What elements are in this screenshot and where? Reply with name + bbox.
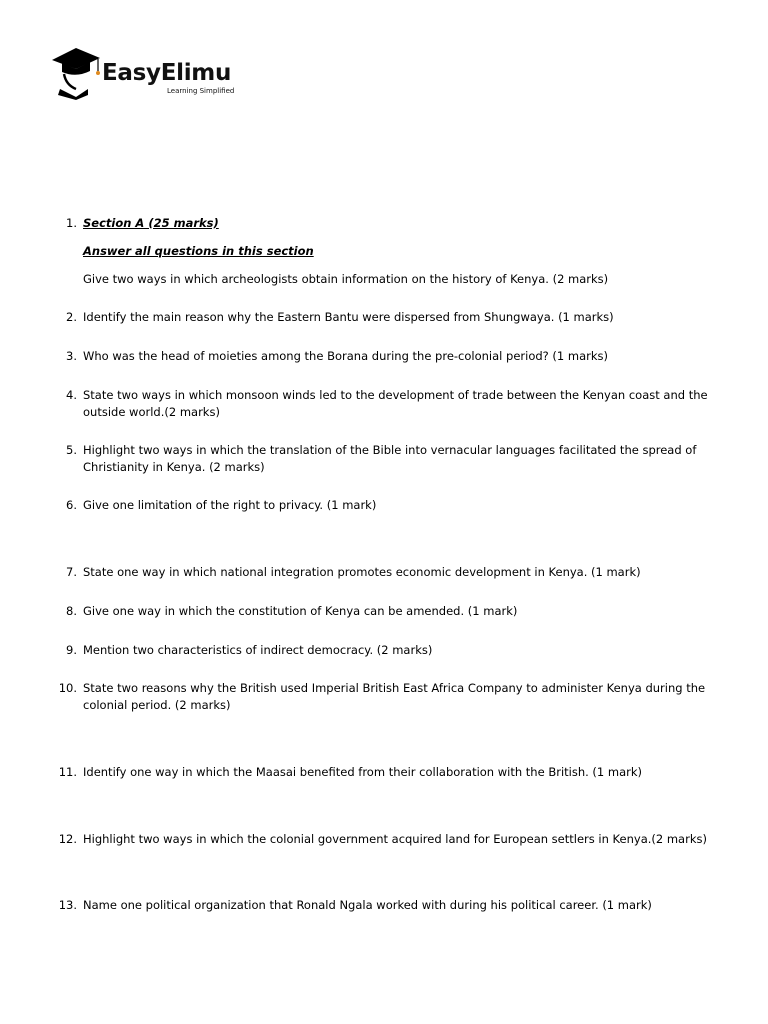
question-number: 9. — [66, 643, 77, 657]
question-number: 10. — [58, 681, 77, 695]
question-number: 11. — [58, 765, 77, 779]
question-text: Highlight two ways in which the translation of the Bible into vernacular languages facilitated the spread of Christianity in Kenya. (2 marks) — [83, 443, 697, 474]
question-text: Mention two characteristics of indirect democracy. (2 marks) — [83, 643, 433, 657]
graduation-cap-icon — [50, 45, 110, 101]
question-number: 12. — [58, 832, 77, 846]
question-text: Name one political organization that Ronald Ngala worked with during his political career. (1 mark) — [83, 898, 652, 912]
question-text: State two reasons why the British used Imperial British East Africa Company to administer Kenya during the colonial period. (2 marks) — [83, 681, 706, 712]
question-number: 1. — [66, 216, 77, 230]
question-number: 2. — [66, 310, 77, 324]
question-text: Give one limitation of the right to privacy. (1 mark) — [83, 498, 377, 512]
question-text: State one way in which national integration promotes economic development in Kenya. (1 mark) — [83, 565, 641, 579]
question-text: Identify one way in which the Maasai benefited from their collaboration with the British. (1 mark) — [83, 765, 643, 779]
brand-name: EasyElimu — [102, 60, 232, 86]
question-number: 7. — [66, 565, 77, 579]
question-number: 8. — [66, 604, 77, 618]
question-text: Identify the main reason why the Eastern Bantu were dispersed from Shungwaya. (1 marks) — [83, 310, 614, 324]
question-text: State two ways in which monsoon winds led to the development of trade between the Kenyan coast and the outside world.(2 marks) — [83, 388, 708, 419]
question-text: Who was the head of moieties among the Borana during the pre-colonial period? (1 marks) — [83, 349, 608, 363]
section-instruction: Answer all questions in this section — [83, 244, 314, 258]
question-number: 13. — [58, 898, 77, 912]
section-title: Section A (25 marks) — [83, 216, 219, 230]
question-text: Give one way in which the constitution of Kenya can be amended. (1 mark) — [83, 604, 518, 618]
question-text: Highlight two ways in which the colonial government acquired land for European settlers in Kenya.(2 marks) — [83, 832, 707, 846]
easyelimu-logo — [50, 45, 250, 101]
question-number: 5. — [66, 443, 77, 457]
brand-tagline: Learning Simplified — [167, 87, 235, 95]
question-text: Give two ways in which archeologists obtain information on the history of Kenya. (2 marks) — [83, 272, 609, 286]
question-number: 4. — [66, 388, 77, 402]
question-number: 3. — [66, 349, 77, 363]
question-number: 6. — [66, 498, 77, 512]
